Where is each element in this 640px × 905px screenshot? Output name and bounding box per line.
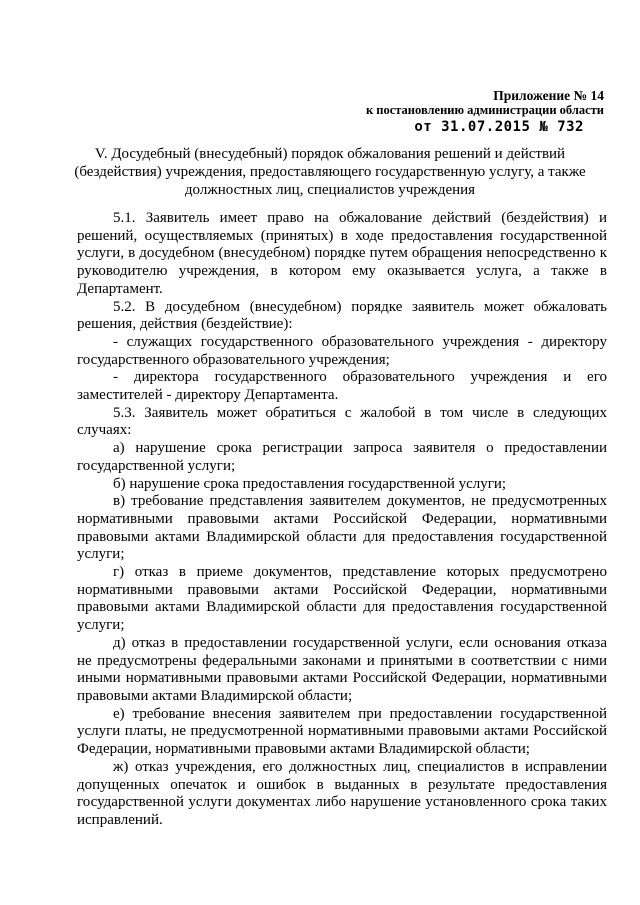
- paragraph-5-2-item-1: - служащих государственного образовательного учреждения - директору государственного образовательного учреждения;: [77, 333, 607, 368]
- section-title: V. Досудебный (внесудебный) порядок обжалования решений и действий (бездействия) учреждения, предоставляющего государственную услугу, а также должностных лиц, специалистов учреждения: [74, 146, 586, 198]
- appendix-header: [366, 88, 604, 135]
- case-a: а) нарушение срока регистрации запроса заявителя о предоставлении государственной услуги;: [77, 440, 607, 474]
- paragraph-5-1: 5.1. Заявитель имеет право на обжалование действий (бездействия) и решений, осуществляемых (принятых) в ходе предоставления государственной услуги, в досудебном (внесудебном) порядке путем обращения непосредственно к руководителю учреждения, в котором ему оказывается услуга, а также в Департамент.: [77, 210, 607, 297]
- case-v: в) требование представления заявителем документов, не предусмотренных нормативными правовыми актами Российской Федерации, нормативными правовыми актами Владимирской области для предоставления государственной услуги;: [77, 493, 607, 563]
- document-body: [77, 210, 607, 830]
- appendix-reference: к постановлению администрации области: [365, 103, 604, 117]
- case-d: д) отказ в предоставлении государственной услуги, если основания отказа не предусмотрены федеральными законами и принятыми в соответствии с ними иными нормативными правовыми актами Российской Федерации, нормативными правовыми актами Владимирской области;: [77, 634, 607, 704]
- resolution-date-number: от 31.07.2015 № 732: [414, 119, 584, 135]
- case-e: е) требование внесения заявителем при предоставлении государственной услуги платы, не предусмотренной нормативными правовыми актами Российской Федерации, нормативными правовыми актами Владимирской области;: [77, 705, 607, 758]
- paragraph-5-2: 5.2. В досудебном (внесудебном) порядке заявитель может обжаловать решения, действия (бездействие):: [77, 298, 607, 333]
- case-zh: ж) отказ учреждения, его должностных лиц, специалистов в исправлении допущенных опечаток и ошибок в выданных в результате предоставления государственной услуги документах либо нарушение установленного срока таких исправлений.: [77, 758, 607, 828]
- paragraph-5-3: 5.3. Заявитель может обратиться с жалобой в том числе в следующих случаях:: [77, 404, 607, 439]
- case-g: г) отказ в приеме документов, представление которых предусмотрено нормативными правовыми актами Российской Федерации, нормативными правовыми актами Владимирской области для предоставления государственной услуги;: [77, 564, 607, 634]
- appendix-number: Приложение № 14: [493, 88, 604, 103]
- case-b: б) нарушение срока предоставления государственной услуги;: [113, 475, 507, 492]
- paragraph-5-2-item-2: - директора государственного образовательного учреждения и его заместителей - директору Департамента.: [77, 369, 607, 404]
